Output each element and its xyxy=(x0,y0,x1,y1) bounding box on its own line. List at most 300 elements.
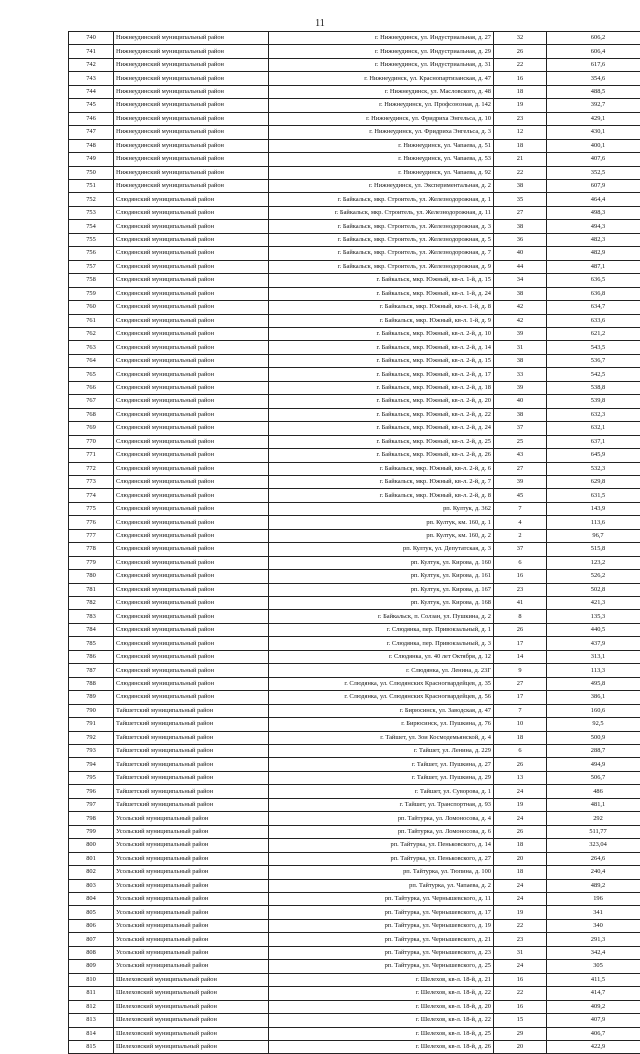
address-cell: г. Бирюсинск, ул. Заводская, д. 47 xyxy=(269,704,494,717)
table-row xyxy=(69,650,640,663)
address-cell: г. Нижнеудинск, ул. Профсоюзная, д. 142 xyxy=(269,99,494,112)
table-row xyxy=(69,704,640,717)
table-row xyxy=(69,987,640,1000)
area-cell: 487,1 xyxy=(547,260,640,273)
count-cell: 26 xyxy=(494,825,547,838)
table-row xyxy=(69,462,640,475)
address-cell: г. Байкальск, мкр. Строитель, ул. Железнодорожная, д. 5 xyxy=(269,233,494,246)
row-number: 765 xyxy=(69,368,114,381)
district-cell: Тайшетский муниципальный район xyxy=(114,758,269,771)
table-row xyxy=(69,220,640,233)
table-row xyxy=(69,274,640,287)
row-number: 780 xyxy=(69,570,114,583)
area-cell: 96,7 xyxy=(547,529,640,542)
area-cell: 288,7 xyxy=(547,745,640,758)
count-cell: 43 xyxy=(494,449,547,462)
table-row xyxy=(69,381,640,394)
count-cell: 8 xyxy=(494,610,547,623)
district-cell: Слюдянский муниципальный район xyxy=(114,529,269,542)
area-cell: 341 xyxy=(547,906,640,919)
district-cell: Тайшетский муниципальный район xyxy=(114,745,269,758)
district-cell: Слюдянский муниципальный район xyxy=(114,247,269,260)
table-row xyxy=(69,879,640,892)
table-row xyxy=(69,45,640,58)
row-number: 740 xyxy=(69,32,114,45)
count-cell: 16 xyxy=(494,570,547,583)
area-cell: 502,8 xyxy=(547,583,640,596)
row-number: 781 xyxy=(69,583,114,596)
table-row xyxy=(69,623,640,636)
table-row xyxy=(69,973,640,986)
area-cell: 636,8 xyxy=(547,287,640,300)
address-cell: рп. Култук, км. 160, д. 2 xyxy=(269,529,494,542)
count-cell: 20 xyxy=(494,852,547,865)
count-cell: 22 xyxy=(494,58,547,71)
district-cell: Нижнеудинский муниципальный район xyxy=(114,45,269,58)
district-cell: Тайшетский муниципальный район xyxy=(114,798,269,811)
district-cell: Усольский муниципальный район xyxy=(114,825,269,838)
count-cell: 38 xyxy=(494,179,547,192)
area-cell: 160,6 xyxy=(547,704,640,717)
address-cell: г. Нижнеудинск, ул. Фридриха Энгельса, д. 10 xyxy=(269,112,494,125)
area-cell: 631,5 xyxy=(547,489,640,502)
count-cell: 10 xyxy=(494,718,547,731)
district-cell: Нижнеудинский муниципальный район xyxy=(114,179,269,192)
row-number: 796 xyxy=(69,785,114,798)
area-cell: 123,2 xyxy=(547,556,640,569)
address-cell: г. Байкальск, мкр. Строитель, ул. Железнодорожная, д. 7 xyxy=(269,247,494,260)
address-cell: г. Тайшет, ул. Зои Космодемьянской, д. 4 xyxy=(269,731,494,744)
district-cell: Усольский муниципальный район xyxy=(114,919,269,932)
district-cell: Слюдянский муниципальный район xyxy=(114,502,269,515)
table-row xyxy=(69,247,640,260)
table-row xyxy=(69,1027,640,1040)
address-cell: г. Тайшет, ул. Пушкина, д. 29 xyxy=(269,771,494,784)
district-cell: Нижнеудинский муниципальный район xyxy=(114,72,269,85)
count-cell: 27 xyxy=(494,206,547,219)
area-cell: 482,9 xyxy=(547,247,640,260)
count-cell: 32 xyxy=(494,32,547,45)
row-number: 767 xyxy=(69,395,114,408)
table-row xyxy=(69,583,640,596)
address-cell: г. Нижнеудинск, ул. Краснопартизанская, д. 47 xyxy=(269,72,494,85)
address-cell: г. Байкальск, мкр. Южный, кв-л. 2-й, д. 26 xyxy=(269,449,494,462)
area-cell: 606,4 xyxy=(547,45,640,58)
row-number: 777 xyxy=(69,529,114,542)
area-cell: 632,3 xyxy=(547,408,640,421)
district-cell: Слюдянский муниципальный район xyxy=(114,233,269,246)
table-row xyxy=(69,112,640,125)
area-cell: 196 xyxy=(547,893,640,906)
count-cell: 18 xyxy=(494,839,547,852)
district-cell: Тайшетский муниципальный район xyxy=(114,704,269,717)
count-cell: 2 xyxy=(494,529,547,542)
row-number: 769 xyxy=(69,422,114,435)
district-cell: Слюдянский муниципальный район xyxy=(114,610,269,623)
table-row xyxy=(69,502,640,515)
address-cell: г. Нижнеудинск, ул. Чапаева, д. 51 xyxy=(269,139,494,152)
area-cell: 323,04 xyxy=(547,839,640,852)
row-number: 786 xyxy=(69,650,114,663)
address-cell: рп. Култук, ул. Депутатская, д. 3 xyxy=(269,543,494,556)
address-cell: г. Нижнеудинск, ул. Чапаева, д. 92 xyxy=(269,166,494,179)
count-cell: 29 xyxy=(494,1027,547,1040)
address-cell: г. Шелехов, кв-л. 18-й, д. 20 xyxy=(269,1000,494,1013)
address-cell: рп. Тайтурка, ул. Тюпина, д. 100 xyxy=(269,866,494,879)
address-cell: г. Нижнеудинск, ул. Индустриальная, д. 27 xyxy=(269,32,494,45)
count-cell: 9 xyxy=(494,664,547,677)
district-cell: Шелеховский муниципальный район xyxy=(114,1000,269,1013)
row-number: 759 xyxy=(69,287,114,300)
count-cell: 23 xyxy=(494,112,547,125)
count-cell: 16 xyxy=(494,72,547,85)
address-cell: г. Нижнеудинск, ул. Индустриальная, д. 31 xyxy=(269,58,494,71)
address-cell: рп. Тайтурка, ул. Чернышевского, д. 21 xyxy=(269,933,494,946)
count-cell: 6 xyxy=(494,745,547,758)
area-cell: 543,5 xyxy=(547,341,640,354)
row-number: 799 xyxy=(69,825,114,838)
table-row xyxy=(69,691,640,704)
table-row xyxy=(69,1014,640,1027)
count-cell: 31 xyxy=(494,341,547,354)
row-number: 763 xyxy=(69,341,114,354)
row-number: 797 xyxy=(69,798,114,811)
address-cell: рп. Тайтурка, ул. Пеньковского, д. 14 xyxy=(269,839,494,852)
district-cell: Тайшетский муниципальный район xyxy=(114,731,269,744)
address-cell: г. Тайшет, ул. Суворова, д. 1 xyxy=(269,785,494,798)
table-row xyxy=(69,193,640,206)
area-cell: 636,5 xyxy=(547,274,640,287)
area-cell: 506,7 xyxy=(547,771,640,784)
row-number: 749 xyxy=(69,153,114,166)
district-cell: Слюдянский муниципальный район xyxy=(114,664,269,677)
count-cell: 7 xyxy=(494,704,547,717)
row-number: 815 xyxy=(69,1040,114,1053)
count-cell: 37 xyxy=(494,422,547,435)
count-cell: 25 xyxy=(494,435,547,448)
count-cell: 4 xyxy=(494,516,547,529)
row-number: 753 xyxy=(69,206,114,219)
district-cell: Усольский муниципальный район xyxy=(114,852,269,865)
area-cell: 143,9 xyxy=(547,502,640,515)
count-cell: 16 xyxy=(494,1000,547,1013)
row-number: 806 xyxy=(69,919,114,932)
district-cell: Усольский муниципальный район xyxy=(114,960,269,973)
row-number: 811 xyxy=(69,987,114,1000)
address-cell: рп. Тайтурка, ул. Чернышевского, д. 23 xyxy=(269,946,494,959)
district-cell: Шелеховский муниципальный район xyxy=(114,1040,269,1053)
row-number: 784 xyxy=(69,623,114,636)
table-row xyxy=(69,153,640,166)
table-row xyxy=(69,677,640,690)
row-number: 748 xyxy=(69,139,114,152)
district-cell: Тайшетский муниципальный район xyxy=(114,771,269,784)
district-cell: Усольский муниципальный район xyxy=(114,839,269,852)
table-row xyxy=(69,919,640,932)
table-row xyxy=(69,664,640,677)
district-cell: Слюдянский муниципальный район xyxy=(114,395,269,408)
row-number: 775 xyxy=(69,502,114,515)
address-cell: рп. Тайтурка, ул. Чернышевского, д. 11 xyxy=(269,893,494,906)
table-row xyxy=(69,866,640,879)
address-cell: г. Байкальск, мкр. Строитель, ул. Железнодорожная, д. 9 xyxy=(269,260,494,273)
row-number: 742 xyxy=(69,58,114,71)
row-number: 809 xyxy=(69,960,114,973)
address-cell: г. Нижнеудинск, ул. Масловского, д. 48 xyxy=(269,85,494,98)
area-cell: 392,7 xyxy=(547,99,640,112)
address-cell: г. Байкальск, мкр. Южный, кв-л. 2-й, д. 8 xyxy=(269,489,494,502)
count-cell: 19 xyxy=(494,906,547,919)
district-cell: Нижнеудинский муниципальный район xyxy=(114,32,269,45)
row-number: 779 xyxy=(69,556,114,569)
area-cell: 606,2 xyxy=(547,32,640,45)
row-number: 747 xyxy=(69,126,114,139)
table-row xyxy=(69,233,640,246)
area-cell: 536,7 xyxy=(547,354,640,367)
table-row xyxy=(69,72,640,85)
table-row xyxy=(69,771,640,784)
area-cell: 305 xyxy=(547,960,640,973)
district-cell: Усольский муниципальный район xyxy=(114,812,269,825)
table-row xyxy=(69,839,640,852)
count-cell: 39 xyxy=(494,475,547,488)
area-cell: 414,7 xyxy=(547,987,640,1000)
address-cell: г. Байкальск, мкр. Южный, кв-л. 2-й, д. 24 xyxy=(269,422,494,435)
table-row xyxy=(69,785,640,798)
address-cell: рп. Култук, ул. Кирова, д. 167 xyxy=(269,583,494,596)
row-number: 754 xyxy=(69,220,114,233)
count-cell: 26 xyxy=(494,623,547,636)
table-row xyxy=(69,395,640,408)
count-cell: 42 xyxy=(494,314,547,327)
table-row xyxy=(69,946,640,959)
count-cell: 31 xyxy=(494,946,547,959)
count-cell: 38 xyxy=(494,408,547,421)
address-cell: г. Шелехов, кв-л. 18-й, д. 22 xyxy=(269,987,494,1000)
count-cell: 22 xyxy=(494,166,547,179)
row-number: 774 xyxy=(69,489,114,502)
district-cell: Слюдянский муниципальный район xyxy=(114,408,269,421)
row-number: 805 xyxy=(69,906,114,919)
count-cell: 22 xyxy=(494,919,547,932)
address-cell: г. Слюдянка, ул. 40 лет Октября, д. 12 xyxy=(269,650,494,663)
district-cell: Усольский муниципальный район xyxy=(114,893,269,906)
district-cell: Нижнеудинский муниципальный район xyxy=(114,139,269,152)
address-cell: г. Байкальск, мкр. Южный, кв-л. 2-й, д. 17 xyxy=(269,368,494,381)
table-row xyxy=(69,893,640,906)
row-number: 802 xyxy=(69,866,114,879)
address-cell: г. Шелехов, кв-л. 18-й, д. 25 xyxy=(269,1027,494,1040)
district-cell: Усольский муниципальный район xyxy=(114,906,269,919)
row-number: 782 xyxy=(69,597,114,610)
count-cell: 24 xyxy=(494,812,547,825)
district-cell: Слюдянский муниципальный район xyxy=(114,637,269,650)
address-cell: г. Байкальск, мкр. Южный, кв-л. 1-й, д. 8 xyxy=(269,301,494,314)
count-cell: 17 xyxy=(494,691,547,704)
row-number: 743 xyxy=(69,72,114,85)
address-cell: г. Слюдянка, ул. Слюдянских Красногвардейцев, д. 35 xyxy=(269,677,494,690)
count-cell: 18 xyxy=(494,866,547,879)
area-cell: 511,77 xyxy=(547,825,640,838)
area-cell: 313,1 xyxy=(547,650,640,663)
district-cell: Слюдянский муниципальный район xyxy=(114,462,269,475)
count-cell: 33 xyxy=(494,368,547,381)
address-cell: г. Слюдянка, ул. Слюдянских Красногвардейцев, д. 56 xyxy=(269,691,494,704)
area-cell: 498,3 xyxy=(547,206,640,219)
count-cell: 16 xyxy=(494,973,547,986)
area-cell: 113,3 xyxy=(547,664,640,677)
area-cell: 342,4 xyxy=(547,946,640,959)
area-cell: 264,6 xyxy=(547,852,640,865)
row-number: 814 xyxy=(69,1027,114,1040)
district-cell: Слюдянский муниципальный район xyxy=(114,220,269,233)
district-cell: Усольский муниципальный район xyxy=(114,946,269,959)
district-cell: Слюдянский муниципальный район xyxy=(114,449,269,462)
address-cell: г. Байкальск, мкр. Южный, кв-л. 2-й, д. 25 xyxy=(269,435,494,448)
address-cell: г. Шелехов, кв-л. 18-й, д. 22 xyxy=(269,1014,494,1027)
count-cell: 27 xyxy=(494,462,547,475)
area-cell: 292 xyxy=(547,812,640,825)
address-cell: г. Байкальск, мкр. Южный, кв-л. 2-й, д. 22 xyxy=(269,408,494,421)
district-cell: Слюдянский муниципальный район xyxy=(114,570,269,583)
district-cell: Шелеховский муниципальный район xyxy=(114,1014,269,1027)
district-cell: Слюдянский муниципальный район xyxy=(114,274,269,287)
table-row xyxy=(69,798,640,811)
district-cell: Тайшетский муниципальный район xyxy=(114,785,269,798)
area-cell: 621,2 xyxy=(547,327,640,340)
row-number: 783 xyxy=(69,610,114,623)
district-cell: Шелеховский муниципальный район xyxy=(114,987,269,1000)
table-row xyxy=(69,206,640,219)
district-cell: Слюдянский муниципальный район xyxy=(114,623,269,636)
count-cell: 20 xyxy=(494,1040,547,1053)
address-cell: г. Байкальск, мкр. Южный, кв-л. 2-й, д. 6 xyxy=(269,462,494,475)
table-row xyxy=(69,529,640,542)
row-number: 801 xyxy=(69,852,114,865)
district-cell: Усольский муниципальный район xyxy=(114,879,269,892)
row-number: 770 xyxy=(69,435,114,448)
district-cell: Усольский муниципальный район xyxy=(114,933,269,946)
address-cell: г. Байкальск, п. Солзан, ул. Пушкина, д. 2 xyxy=(269,610,494,623)
address-cell: г. Байкальск, мкр. Строитель, ул. Железнодорожная, д. 3 xyxy=(269,220,494,233)
table-row xyxy=(69,422,640,435)
row-number: 741 xyxy=(69,45,114,58)
row-number: 785 xyxy=(69,637,114,650)
table-row xyxy=(69,852,640,865)
address-cell: г. Байкальск, мкр. Южный, кв-л. 2-й, д. 10 xyxy=(269,327,494,340)
area-cell: 538,8 xyxy=(547,381,640,394)
row-number: 798 xyxy=(69,812,114,825)
address-cell: рп. Тайтурка, ул. Чернышевского, д. 25 xyxy=(269,960,494,973)
area-cell: 607,9 xyxy=(547,179,640,192)
district-cell: Слюдянский муниципальный район xyxy=(114,475,269,488)
count-cell: 38 xyxy=(494,220,547,233)
area-cell: 495,8 xyxy=(547,677,640,690)
row-number: 812 xyxy=(69,1000,114,1013)
count-cell: 40 xyxy=(494,395,547,408)
row-number: 787 xyxy=(69,664,114,677)
row-number: 808 xyxy=(69,946,114,959)
area-cell: 400,1 xyxy=(547,139,640,152)
address-cell: г. Байкальск, мкр. Южный, кв-л. 1-й, д. 15 xyxy=(269,274,494,287)
address-cell: г. Тайшет, ул. Транспортная, д. 93 xyxy=(269,798,494,811)
area-cell: 437,9 xyxy=(547,637,640,650)
table-row xyxy=(69,731,640,744)
count-cell: 13 xyxy=(494,771,547,784)
count-cell: 24 xyxy=(494,893,547,906)
area-cell: 409,2 xyxy=(547,1000,640,1013)
row-number: 755 xyxy=(69,233,114,246)
count-cell: 35 xyxy=(494,193,547,206)
count-cell: 17 xyxy=(494,637,547,650)
district-cell: Нижнеудинский муниципальный район xyxy=(114,166,269,179)
row-number: 804 xyxy=(69,893,114,906)
area-cell: 407,6 xyxy=(547,153,640,166)
row-number: 810 xyxy=(69,973,114,986)
district-cell: Шелеховский муниципальный район xyxy=(114,973,269,986)
row-number: 760 xyxy=(69,301,114,314)
count-cell: 22 xyxy=(494,987,547,1000)
count-cell: 14 xyxy=(494,650,547,663)
table-row xyxy=(69,543,640,556)
row-number: 756 xyxy=(69,247,114,260)
row-number: 795 xyxy=(69,771,114,784)
district-cell: Нижнеудинский муниципальный район xyxy=(114,85,269,98)
count-cell: 24 xyxy=(494,785,547,798)
area-cell: 240,4 xyxy=(547,866,640,879)
area-cell: 386,1 xyxy=(547,691,640,704)
count-cell: 18 xyxy=(494,731,547,744)
count-cell: 38 xyxy=(494,354,547,367)
district-cell: Слюдянский муниципальный район xyxy=(114,516,269,529)
area-cell: 494,9 xyxy=(547,758,640,771)
table-row xyxy=(69,597,640,610)
count-cell: 36 xyxy=(494,233,547,246)
district-cell: Слюдянский муниципальный район xyxy=(114,489,269,502)
district-cell: Слюдянский муниципальный район xyxy=(114,287,269,300)
area-cell: 464,4 xyxy=(547,193,640,206)
count-cell: 19 xyxy=(494,99,547,112)
table-row xyxy=(69,1000,640,1013)
count-cell: 37 xyxy=(494,543,547,556)
address-cell: г. Байкальск, мкр. Южный, кв-л. 2-й, д. 18 xyxy=(269,381,494,394)
table-row xyxy=(69,32,640,45)
table-row xyxy=(69,1040,640,1053)
address-cell: рп. Култук, ул. Кирова, д. 161 xyxy=(269,570,494,583)
row-number: 744 xyxy=(69,85,114,98)
count-cell: 45 xyxy=(494,489,547,502)
table-row xyxy=(69,166,640,179)
address-cell: г. Бирюсинск, ул. Пушкина, д. 76 xyxy=(269,718,494,731)
address-cell: рп. Култук, ул. Кирова, д. 168 xyxy=(269,597,494,610)
table-row xyxy=(69,287,640,300)
count-cell: 21 xyxy=(494,153,547,166)
count-cell: 27 xyxy=(494,677,547,690)
area-cell: 645,9 xyxy=(547,449,640,462)
table-row xyxy=(69,475,640,488)
table-row xyxy=(69,368,640,381)
area-cell: 291,3 xyxy=(547,933,640,946)
row-number: 773 xyxy=(69,475,114,488)
area-cell: 488,5 xyxy=(547,85,640,98)
table-row xyxy=(69,85,640,98)
area-cell: 411,5 xyxy=(547,973,640,986)
district-cell: Слюдянский муниципальный район xyxy=(114,422,269,435)
district-cell: Слюдянский муниципальный район xyxy=(114,381,269,394)
count-cell: 12 xyxy=(494,126,547,139)
address-cell: г. Байкальск, мкр. Южный, кв-л. 2-й, д. 14 xyxy=(269,341,494,354)
count-cell: 41 xyxy=(494,597,547,610)
